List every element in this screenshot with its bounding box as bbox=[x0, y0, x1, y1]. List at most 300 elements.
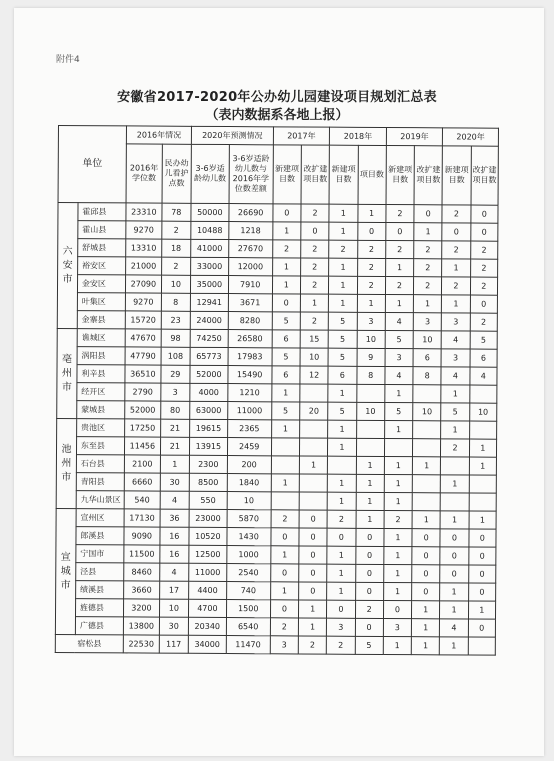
value-cell: 0 bbox=[412, 565, 440, 583]
value-cell: 2 bbox=[355, 600, 383, 618]
value-cell bbox=[469, 475, 497, 493]
value-cell: 1 bbox=[357, 204, 385, 222]
value-cell: 1 bbox=[329, 276, 357, 294]
value-cell: 30 bbox=[159, 617, 188, 635]
header-private-care: 民办幼儿看护点数 bbox=[162, 144, 192, 203]
value-cell: 1 bbox=[329, 294, 357, 312]
value-cell: 19615 bbox=[190, 419, 228, 437]
value-cell: 2 bbox=[470, 259, 498, 277]
value-cell: 2 bbox=[327, 510, 355, 528]
value-cell: 5870 bbox=[227, 510, 271, 528]
value-cell: 4 bbox=[385, 313, 413, 331]
value-cell: 11470 bbox=[226, 636, 270, 654]
value-cell: 6 bbox=[470, 349, 498, 367]
value-cell: 47790 bbox=[125, 347, 161, 365]
value-cell: 41000 bbox=[191, 239, 229, 257]
value-cell: 9090 bbox=[124, 527, 160, 545]
value-cell bbox=[413, 439, 441, 457]
value-cell bbox=[356, 420, 384, 438]
value-cell: 2 bbox=[301, 258, 329, 276]
value-cell: 2 bbox=[357, 240, 385, 258]
value-cell: 2 bbox=[442, 241, 470, 259]
value-cell: 18 bbox=[161, 239, 190, 257]
value-cell: 0 bbox=[357, 222, 385, 240]
value-cell: 36510 bbox=[125, 365, 161, 383]
value-cell: 1 bbox=[328, 438, 356, 456]
value-cell: 4000 bbox=[190, 383, 228, 401]
value-cell: 1 bbox=[356, 510, 384, 528]
county-name-cell: 青阳县 bbox=[76, 473, 124, 491]
value-cell: 8 bbox=[413, 367, 441, 385]
county-name-cell: 裕安区 bbox=[77, 257, 125, 275]
value-cell: 4 bbox=[159, 563, 188, 581]
value-cell: 13915 bbox=[189, 437, 227, 455]
county-name-cell: 谯城区 bbox=[77, 329, 125, 347]
value-cell: 4 bbox=[470, 367, 498, 385]
header-gap: 3-6岁适龄幼儿数与2016年学位数差额 bbox=[229, 145, 273, 204]
value-cell: 2 bbox=[161, 257, 190, 275]
value-cell: 0 bbox=[299, 510, 327, 528]
value-cell: 3 bbox=[357, 312, 385, 330]
county-name-cell: 经开区 bbox=[77, 383, 125, 401]
header-students-2016: 2016年学位数 bbox=[126, 144, 162, 203]
value-cell: 11000 bbox=[227, 402, 271, 420]
value-cell: 6660 bbox=[124, 473, 160, 491]
value-cell: 1210 bbox=[228, 384, 272, 402]
value-cell: 22530 bbox=[123, 635, 159, 653]
value-cell: 33000 bbox=[191, 257, 229, 275]
value-cell: 0 bbox=[383, 600, 411, 618]
value-cell: 98 bbox=[161, 329, 190, 347]
value-cell: 0 bbox=[412, 583, 440, 601]
value-cell: 2459 bbox=[227, 438, 271, 456]
value-cell: 15 bbox=[300, 330, 328, 348]
value-cell: 2 bbox=[385, 241, 413, 259]
value-cell: 1 bbox=[329, 204, 357, 222]
value-cell: 0 bbox=[301, 222, 329, 240]
value-cell: 5 bbox=[272, 348, 300, 366]
header-2019-new: 新建项目数 bbox=[386, 146, 415, 205]
value-cell: 15490 bbox=[228, 366, 272, 384]
value-cell: 1500 bbox=[226, 600, 270, 618]
value-cell: 3671 bbox=[228, 294, 272, 312]
county-name-cell: 宣州区 bbox=[76, 509, 124, 527]
value-cell: 47670 bbox=[125, 329, 161, 347]
value-cell bbox=[299, 474, 327, 492]
value-cell bbox=[469, 421, 497, 439]
value-cell: 8280 bbox=[228, 312, 272, 330]
value-cell: 5 bbox=[329, 312, 357, 330]
value-cell: 0 bbox=[327, 600, 355, 618]
value-cell: 5 bbox=[384, 403, 412, 421]
value-cell: 0 bbox=[270, 564, 298, 582]
value-cell: 52000 bbox=[190, 365, 228, 383]
value-cell: 1 bbox=[414, 223, 442, 241]
value-cell: 1 bbox=[442, 259, 470, 277]
value-cell: 12500 bbox=[189, 545, 227, 563]
value-cell: 12 bbox=[300, 366, 328, 384]
value-cell: 23310 bbox=[126, 203, 162, 221]
value-cell: 63000 bbox=[190, 401, 228, 419]
value-cell: 1 bbox=[383, 636, 411, 654]
value-cell: 0 bbox=[469, 529, 497, 547]
value-cell: 2 bbox=[385, 277, 413, 295]
value-cell bbox=[469, 385, 497, 403]
value-cell: 10 bbox=[357, 330, 385, 348]
value-cell: 4 bbox=[385, 367, 413, 385]
value-cell: 1 bbox=[383, 582, 411, 600]
header-2016-situation: 2016年情况 bbox=[126, 126, 191, 144]
value-cell: 0 bbox=[355, 564, 383, 582]
value-cell: 78 bbox=[162, 203, 191, 221]
value-cell: 1 bbox=[160, 455, 189, 473]
value-cell: 1 bbox=[441, 385, 469, 403]
header-year-2019: 2019年 bbox=[386, 128, 443, 146]
value-cell: 30 bbox=[160, 473, 189, 491]
value-cell: 9270 bbox=[126, 221, 162, 239]
value-cell: 5 bbox=[441, 403, 469, 421]
value-cell: 10520 bbox=[189, 527, 227, 545]
page-title: 安徽省2017-2020年公办幼儿园建设项目规划汇总表 bbox=[117, 90, 437, 105]
county-name-cell: 涡阳县 bbox=[77, 347, 125, 365]
value-cell: 11500 bbox=[124, 545, 160, 563]
value-cell bbox=[468, 637, 496, 655]
value-cell: 0 bbox=[272, 294, 300, 312]
value-cell: 3 bbox=[385, 349, 413, 367]
value-cell: 1 bbox=[412, 457, 440, 475]
value-cell: 2 bbox=[470, 277, 498, 295]
value-cell: 52000 bbox=[125, 401, 161, 419]
value-cell: 16 bbox=[159, 545, 188, 563]
value-cell: 6 bbox=[272, 330, 300, 348]
value-cell: 10 bbox=[227, 492, 271, 510]
value-cell: 0 bbox=[440, 529, 468, 547]
value-cell: 34000 bbox=[188, 635, 226, 653]
value-cell: 3660 bbox=[124, 581, 160, 599]
value-cell: 2 bbox=[357, 276, 385, 294]
value-cell: 1 bbox=[299, 456, 327, 474]
value-cell: 4 bbox=[160, 491, 189, 509]
value-cell: 0 bbox=[273, 204, 301, 222]
value-cell: 1 bbox=[411, 619, 439, 637]
value-cell bbox=[384, 438, 412, 456]
value-cell: 0 bbox=[299, 582, 327, 600]
value-cell: 4400 bbox=[189, 581, 227, 599]
value-cell: 20 bbox=[300, 402, 328, 420]
value-cell: 1 bbox=[271, 474, 299, 492]
value-cell: 8500 bbox=[189, 473, 227, 491]
county-name-cell: 宁国市 bbox=[76, 545, 124, 563]
value-cell: 0 bbox=[386, 223, 414, 241]
value-cell: 0 bbox=[412, 547, 440, 565]
value-cell: 9 bbox=[357, 348, 385, 366]
county-name-cell: 郎溪县 bbox=[76, 527, 124, 545]
value-cell: 2 bbox=[298, 636, 326, 654]
value-cell bbox=[271, 492, 299, 510]
header-2019-ext: 改扩建项目数 bbox=[414, 146, 443, 205]
value-cell: 26690 bbox=[229, 204, 273, 222]
county-name-cell: 利辛县 bbox=[77, 365, 125, 383]
value-cell: 1 bbox=[441, 475, 469, 493]
value-cell bbox=[356, 384, 384, 402]
value-cell bbox=[413, 385, 441, 403]
value-cell: 5 bbox=[355, 636, 383, 654]
value-cell: 24000 bbox=[190, 311, 228, 329]
value-cell: 2 bbox=[442, 205, 470, 223]
value-cell: 2 bbox=[327, 636, 355, 654]
summary-table bbox=[55, 125, 499, 656]
value-cell: 74250 bbox=[190, 329, 228, 347]
value-cell: 1 bbox=[412, 601, 440, 619]
city-name-cell: 池 州 市 bbox=[56, 418, 76, 508]
value-cell: 10 bbox=[300, 348, 328, 366]
value-cell: 1 bbox=[270, 582, 298, 600]
value-cell: 0 bbox=[468, 547, 496, 565]
value-cell: 2 bbox=[161, 221, 190, 239]
value-cell: 26580 bbox=[228, 330, 272, 348]
value-cell: 29 bbox=[161, 365, 190, 383]
value-cell: 1 bbox=[329, 258, 357, 276]
value-cell bbox=[299, 438, 327, 456]
county-name-cell: 金寨县 bbox=[77, 311, 125, 329]
value-cell: 21000 bbox=[126, 257, 162, 275]
city-name-cell: 宣 城 市 bbox=[55, 508, 76, 634]
value-cell: 1 bbox=[327, 564, 355, 582]
value-cell: 15720 bbox=[125, 311, 161, 329]
value-cell: 2 bbox=[470, 241, 498, 259]
value-cell: 2 bbox=[300, 312, 328, 330]
value-cell: 1 bbox=[356, 456, 384, 474]
value-cell: 0 bbox=[355, 618, 383, 636]
value-cell: 8 bbox=[161, 293, 190, 311]
value-cell: 1 bbox=[273, 222, 301, 240]
value-cell: 1 bbox=[384, 492, 412, 510]
value-cell: 3 bbox=[327, 618, 355, 636]
value-cell: 3 bbox=[413, 313, 441, 331]
attachment-label: 附件4 bbox=[56, 55, 80, 65]
value-cell: 12000 bbox=[228, 258, 272, 276]
value-cell: 540 bbox=[124, 491, 160, 509]
header-year-2020: 2020年 bbox=[443, 128, 499, 146]
value-cell: 0 bbox=[468, 619, 496, 637]
header-year-2018: 2018年 bbox=[330, 127, 387, 145]
value-cell: 1218 bbox=[229, 222, 273, 240]
value-cell: 2 bbox=[271, 510, 299, 528]
value-cell: 10 bbox=[469, 403, 497, 421]
value-cell bbox=[413, 421, 441, 439]
value-cell: 2 bbox=[414, 277, 442, 295]
value-cell: 17130 bbox=[124, 509, 160, 527]
value-cell: 1 bbox=[385, 259, 413, 277]
value-cell: 21 bbox=[160, 437, 189, 455]
value-cell: 10 bbox=[161, 275, 190, 293]
value-cell: 1 bbox=[384, 546, 412, 564]
value-cell: 21 bbox=[160, 419, 189, 437]
value-cell bbox=[356, 438, 384, 456]
value-cell: 1 bbox=[271, 546, 299, 564]
value-cell: 2 bbox=[441, 439, 469, 457]
value-cell: 1 bbox=[384, 564, 412, 582]
value-cell: 1 bbox=[384, 528, 412, 546]
value-cell: 2 bbox=[300, 276, 328, 294]
value-cell: 4 bbox=[440, 619, 468, 637]
value-cell: 8 bbox=[356, 366, 384, 384]
value-cell: 740 bbox=[226, 582, 270, 600]
value-cell bbox=[412, 475, 440, 493]
value-cell: 1 bbox=[440, 583, 468, 601]
value-cell: 5 bbox=[328, 330, 356, 348]
value-cell: 1 bbox=[328, 420, 356, 438]
value-cell: 2100 bbox=[124, 455, 160, 473]
county-name-cell: 东至县 bbox=[76, 437, 124, 455]
header-2017-new: 新建项目数 bbox=[273, 145, 302, 204]
value-cell: 0 bbox=[468, 565, 496, 583]
value-cell: 0 bbox=[440, 565, 468, 583]
value-cell: 13800 bbox=[123, 617, 159, 635]
value-cell bbox=[271, 456, 299, 474]
value-cell bbox=[328, 456, 356, 474]
value-cell: 1 bbox=[469, 457, 497, 475]
value-cell: 10 bbox=[159, 599, 188, 617]
value-cell: 2 bbox=[384, 510, 412, 528]
value-cell: 0 bbox=[271, 528, 299, 546]
value-cell: 117 bbox=[159, 635, 188, 653]
header-2020-forecast: 2020年预测情况 bbox=[191, 126, 273, 144]
value-cell: 0 bbox=[355, 546, 383, 564]
county-name-cell: 九华山景区 bbox=[76, 491, 124, 509]
value-cell: 27090 bbox=[126, 275, 162, 293]
value-cell: 2 bbox=[301, 240, 329, 258]
value-cell: 23 bbox=[161, 311, 190, 329]
value-cell: 10 bbox=[413, 403, 441, 421]
county-name-cell: 舒城县 bbox=[78, 239, 126, 257]
value-cell: 0 bbox=[355, 582, 383, 600]
value-cell: 108 bbox=[161, 347, 190, 365]
value-cell: 1 bbox=[327, 546, 355, 564]
value-cell: 5 bbox=[328, 402, 356, 420]
value-cell bbox=[441, 457, 469, 475]
value-cell: 1 bbox=[468, 601, 496, 619]
value-cell: 0 bbox=[270, 600, 298, 618]
value-cell bbox=[469, 493, 497, 511]
value-cell: 1 bbox=[357, 294, 385, 312]
header-2017-ext: 改扩建项目数 bbox=[301, 145, 330, 204]
value-cell: 6 bbox=[413, 349, 441, 367]
value-cell: 1 bbox=[384, 456, 412, 474]
value-cell: 0 bbox=[471, 205, 499, 223]
value-cell: 5 bbox=[328, 348, 356, 366]
value-cell: 1 bbox=[384, 420, 412, 438]
county-name-cell: 叶集区 bbox=[77, 293, 125, 311]
value-cell: 2790 bbox=[125, 383, 161, 401]
value-cell: 3 bbox=[270, 636, 298, 654]
value-cell: 550 bbox=[189, 491, 227, 509]
value-cell: 6 bbox=[328, 366, 356, 384]
value-cell bbox=[440, 493, 468, 511]
value-cell: 1 bbox=[356, 474, 384, 492]
value-cell bbox=[300, 420, 328, 438]
value-cell: 10 bbox=[356, 402, 384, 420]
value-cell: 2 bbox=[414, 241, 442, 259]
value-cell: 1 bbox=[469, 439, 497, 457]
county-name-cell: 旌德县 bbox=[75, 599, 123, 617]
value-cell: 36 bbox=[160, 509, 189, 527]
value-cell: 1000 bbox=[227, 546, 271, 564]
value-cell: 0 bbox=[327, 528, 355, 546]
value-cell: 3 bbox=[160, 383, 189, 401]
table-row bbox=[55, 634, 495, 655]
value-cell: 200 bbox=[227, 456, 271, 474]
header-2020-ext: 改扩建项目数 bbox=[471, 146, 499, 205]
value-cell: 1 bbox=[272, 384, 300, 402]
value-cell: 3 bbox=[383, 618, 411, 636]
value-cell: 11456 bbox=[125, 437, 161, 455]
county-name-cell: 宿松县 bbox=[55, 634, 123, 652]
value-cell: 1 bbox=[440, 511, 468, 529]
county-name-cell: 霍邱县 bbox=[78, 203, 126, 221]
value-cell: 1 bbox=[300, 294, 328, 312]
value-cell: 1 bbox=[411, 637, 439, 655]
value-cell: 3 bbox=[442, 313, 470, 331]
value-cell: 1 bbox=[469, 511, 497, 529]
header-2018-proj: 项目数 bbox=[358, 145, 387, 204]
value-cell: 7910 bbox=[228, 276, 272, 294]
value-cell: 0 bbox=[412, 529, 440, 547]
value-cell: 2 bbox=[386, 205, 414, 223]
value-cell: 6540 bbox=[226, 618, 270, 636]
value-cell: 0 bbox=[299, 564, 327, 582]
header-year-2017: 2017年 bbox=[273, 127, 330, 145]
value-cell: 1 bbox=[356, 492, 384, 510]
value-cell: 23000 bbox=[189, 509, 227, 527]
value-cell: 1 bbox=[385, 295, 413, 313]
city-name-cell: 亳 州 市 bbox=[57, 328, 77, 418]
value-cell: 16 bbox=[160, 527, 189, 545]
value-cell: 50000 bbox=[191, 203, 229, 221]
value-cell: 2 bbox=[470, 313, 498, 331]
value-cell: 17250 bbox=[125, 419, 161, 437]
county-name-cell: 泾县 bbox=[76, 563, 124, 581]
city-name-cell: 六 安 市 bbox=[57, 203, 78, 329]
header-2018-new: 新建项目数 bbox=[329, 145, 358, 204]
value-cell: 35000 bbox=[190, 275, 228, 293]
value-cell bbox=[412, 493, 440, 511]
value-cell: 2300 bbox=[189, 455, 227, 473]
county-name-cell: 绩溪县 bbox=[75, 581, 123, 599]
value-cell: 20340 bbox=[188, 617, 226, 635]
value-cell: 2 bbox=[301, 204, 329, 222]
value-cell: 5 bbox=[385, 331, 413, 349]
value-cell: 0 bbox=[414, 205, 442, 223]
value-cell: 80 bbox=[160, 401, 189, 419]
value-cell: 1 bbox=[385, 385, 413, 403]
value-cell: 1 bbox=[328, 384, 356, 402]
value-cell: 1 bbox=[441, 421, 469, 439]
value-cell: 0 bbox=[299, 528, 327, 546]
value-cell: 9270 bbox=[125, 293, 161, 311]
county-name-cell: 蒙城县 bbox=[77, 401, 125, 419]
value-cell: 3200 bbox=[124, 599, 160, 617]
value-cell bbox=[299, 492, 327, 510]
header-2020-new: 新建项目数 bbox=[442, 146, 471, 205]
value-cell: 13310 bbox=[126, 239, 162, 257]
value-cell: 1 bbox=[272, 258, 300, 276]
value-cell: 5 bbox=[272, 312, 300, 330]
value-cell: 1 bbox=[412, 511, 440, 529]
value-cell: 2365 bbox=[227, 420, 271, 438]
value-cell: 1 bbox=[384, 474, 412, 492]
value-cell: 4 bbox=[441, 331, 469, 349]
